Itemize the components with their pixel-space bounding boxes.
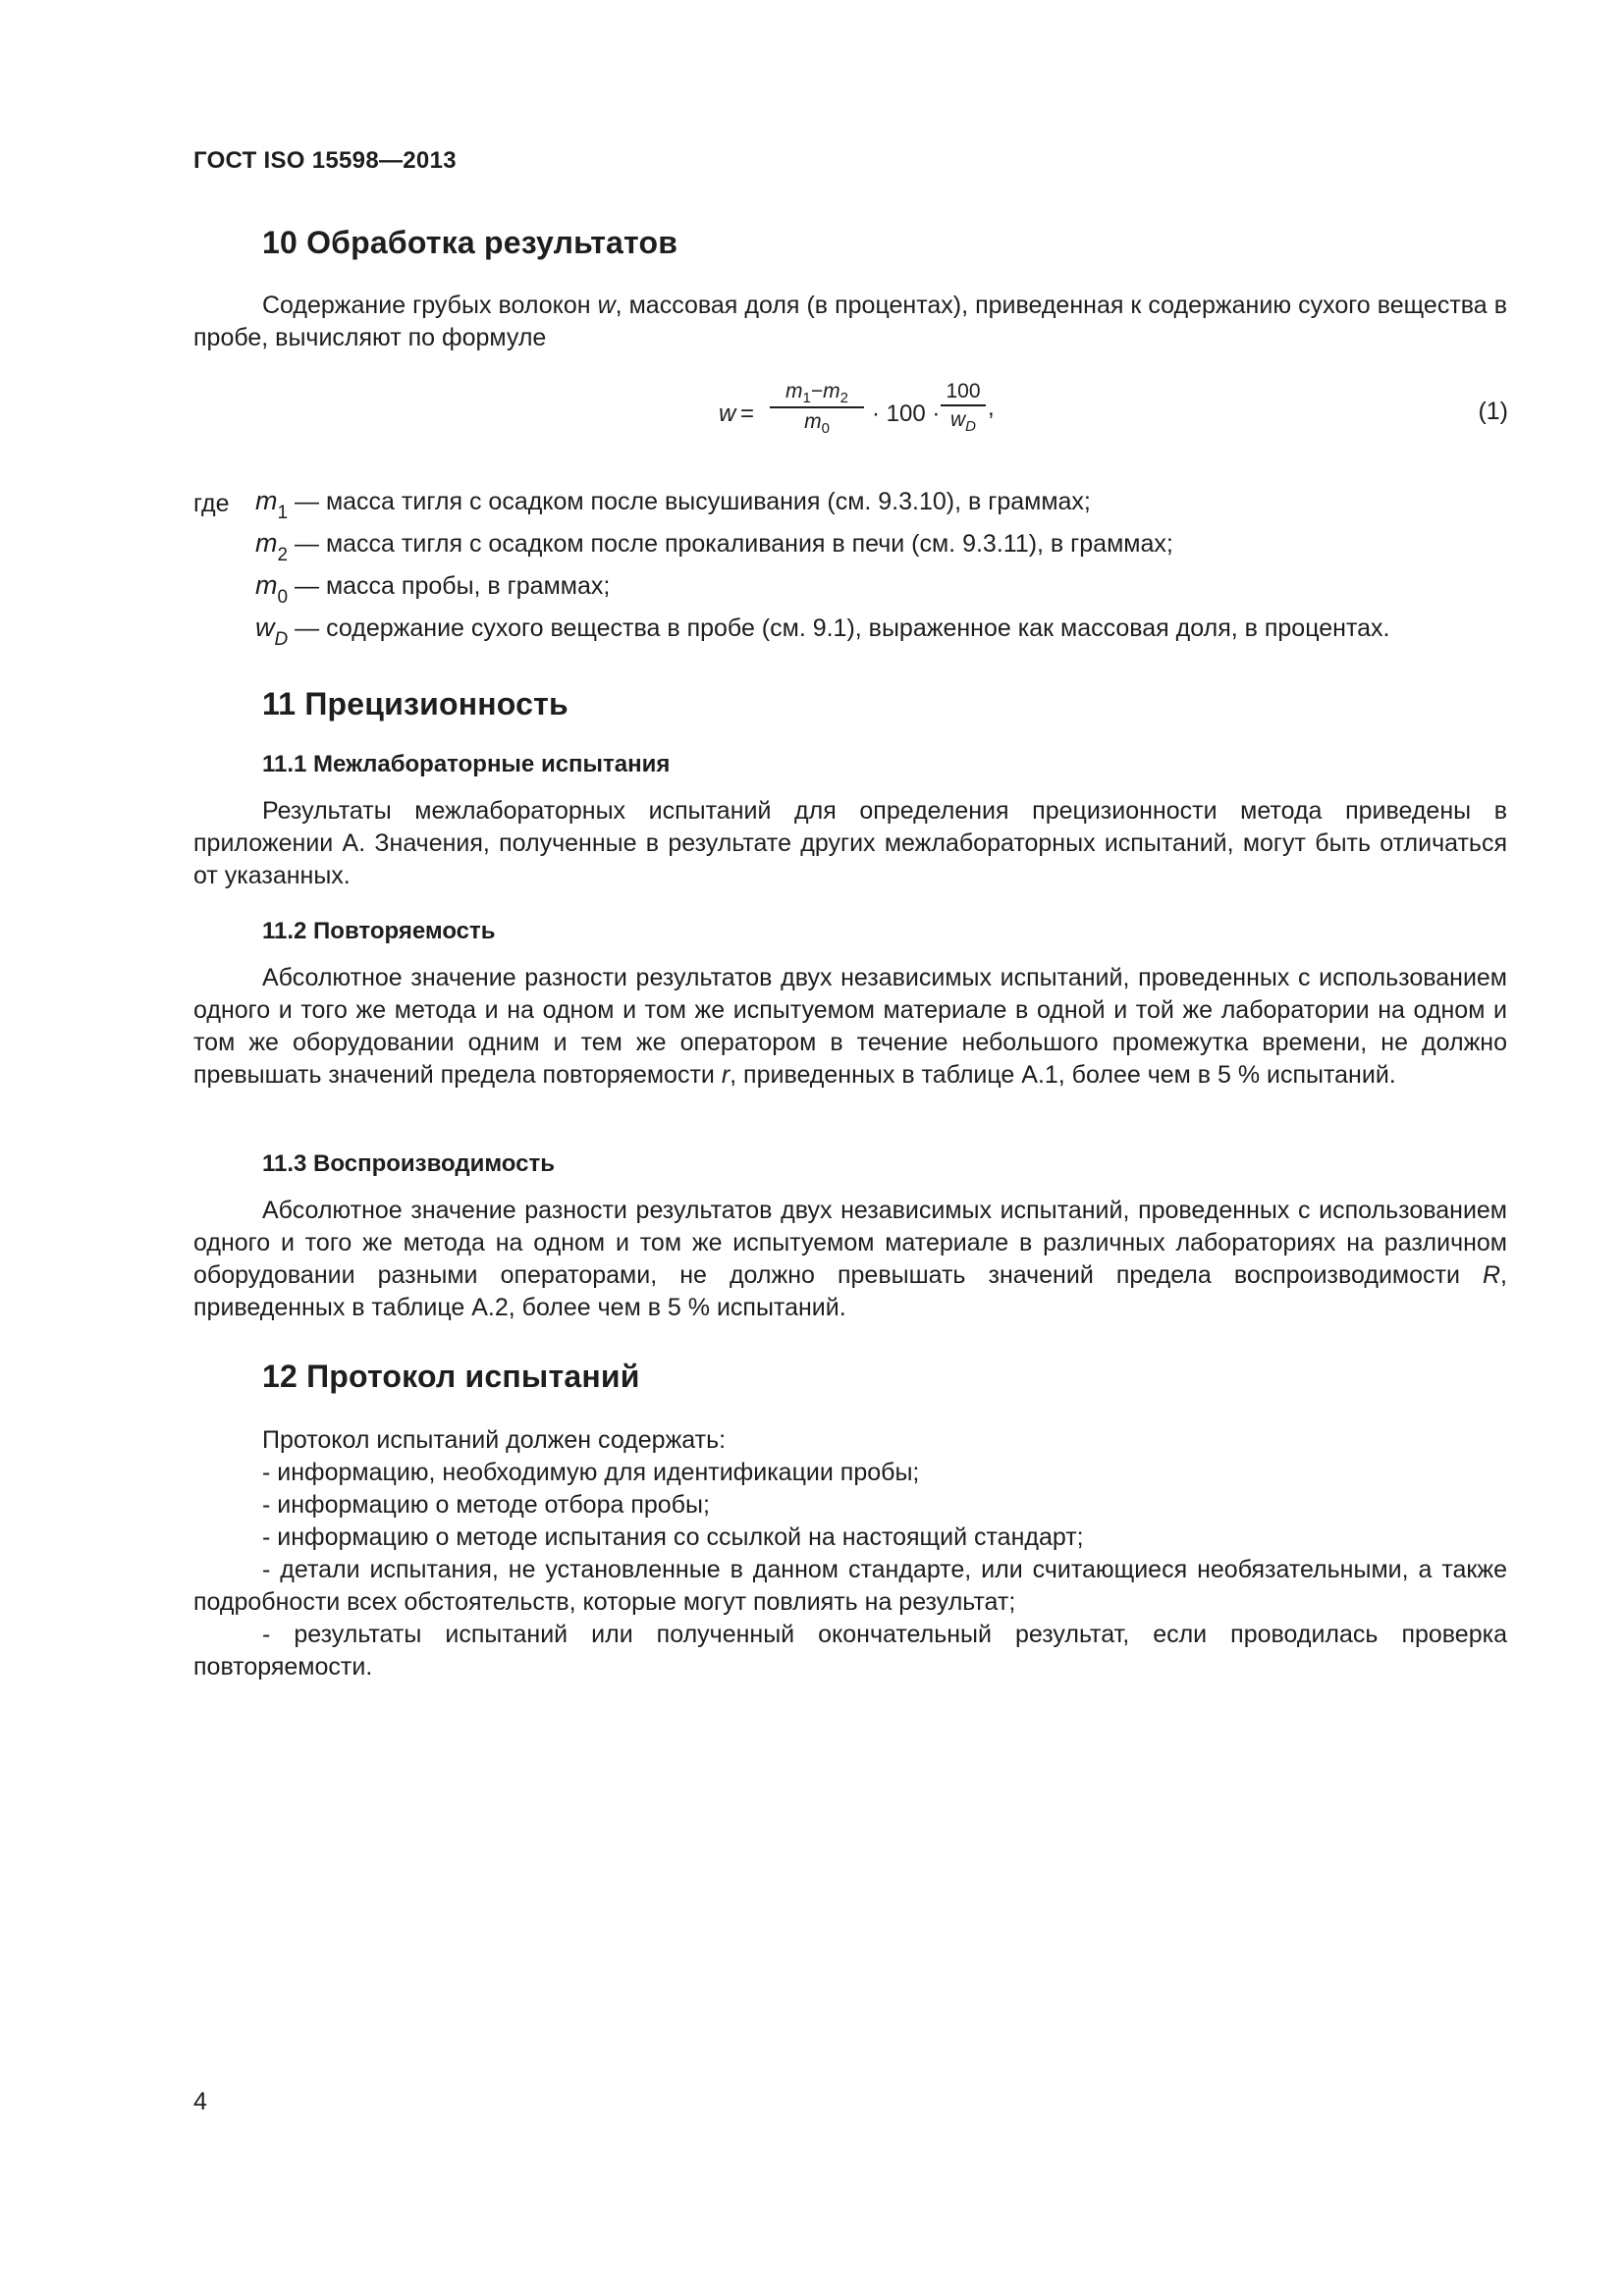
section-11-3-text: Абсолютное значение разности результатов двух независимых испытаний, проведенных с использованием одного и того же метода на одном и том же испытуемом материале в различных лабораториях на различном оборудовании разными операторами, не должно превышать значений предела воспроизводимости R, приведенных в таблице А.2, более чем в 5 % испытаний.: [193, 1197, 1507, 1321]
list-item: - информацию о методе испытания со ссылкой на настоящий стандарт;: [262, 1523, 1084, 1551]
page-number: 4: [193, 2088, 207, 2115]
section-11-2-title: 11.2 Повторяемость: [262, 918, 496, 944]
section-11-3-title: 11.3 Воспроизводимость: [262, 1150, 555, 1177]
var-R: R: [1482, 1261, 1501, 1289]
fraction-dry: 100 $w_D$: [941, 379, 986, 436]
formula-lhs: w: [719, 400, 736, 427]
definition-m0: $m_0$ — масса пробы, в граммах;: [255, 570, 611, 608]
definition-m2: $m_2$ — масса тигля с осадком после прокаливания в печи (см. 9.3.11), в граммах;: [255, 528, 1173, 565]
definition-m1: $m_1$ — масса тигля с осадком после высушивания (см. 9.3.10), в граммах;: [255, 486, 1091, 523]
list-item: - информацию, необходимую для идентификации пробы;: [262, 1459, 920, 1486]
where-label: где: [193, 490, 230, 517]
var-r: r: [721, 1061, 731, 1089]
protocol-list: [193, 1424, 1507, 1683]
list-item: - информацию о методе отбора пробы;: [262, 1491, 710, 1519]
fraction-main: $m_1-m_2$ $m_0$: [770, 379, 864, 438]
formula-number: (1): [1478, 398, 1508, 425]
section-11-title: 11 Прецизионность: [262, 686, 568, 721]
definition-wd: $w_D$ — содержание сухого вещества в пробе (см. 9.1), выраженное как массовая доля, в процентах.: [255, 613, 1390, 650]
section-10-intro: Содержание грубых волокон w, массовая доля (в процентах), приведенная к содержанию сухого вещества в пробе, вычисляют по формуле: [193, 292, 1508, 351]
section-11-2-text: Абсолютное значение разности результатов двух независимых испытаний, проведенных с использованием одного и того же метода и на одном и том же испытуемом материале в одной и той же лаборатории на одном и том же оборудовании одним и тем же оператором в течение небольшого промежутка времени, не должно превышать значений предела повторяемости r, приведенных в таблице А.1, более чем в 5 % испытаний.: [193, 964, 1507, 1089]
var-w: w: [597, 292, 616, 319]
section-11-1-text: Результаты межлабораторных испытаний для определения прецизионности метода приведены в приложении А. Значения, полученные в результате других межлабораторных испытаний, могут быть отличаться от указанных.: [193, 797, 1507, 889]
section-11-1-title: 11.1 Межлабораторные испытания: [262, 751, 671, 777]
formula-1: w = $m_1-m_2$ $m_0$ · 100 · 100 $w_D$ ,: [719, 380, 995, 437]
list-item: - детали испытания, не установленные в данном стандарте, или считающиеся необязательными, а также подробности всех обстоятельств, которые могут повлиять на результат;: [193, 1556, 1507, 1616]
section-10-title: 10 Обработка результатов: [262, 225, 678, 260]
standard-header: ГОСТ ISO 15598—2013: [193, 147, 457, 174]
section-12-title: 12 Протокол испытаний: [262, 1359, 640, 1394]
list-item: - результаты испытаний или полученный окончательный результат, если проводилась проверка повторяемости.: [193, 1621, 1507, 1681]
protocol-intro: Протокол испытаний должен содержать:: [262, 1426, 727, 1454]
